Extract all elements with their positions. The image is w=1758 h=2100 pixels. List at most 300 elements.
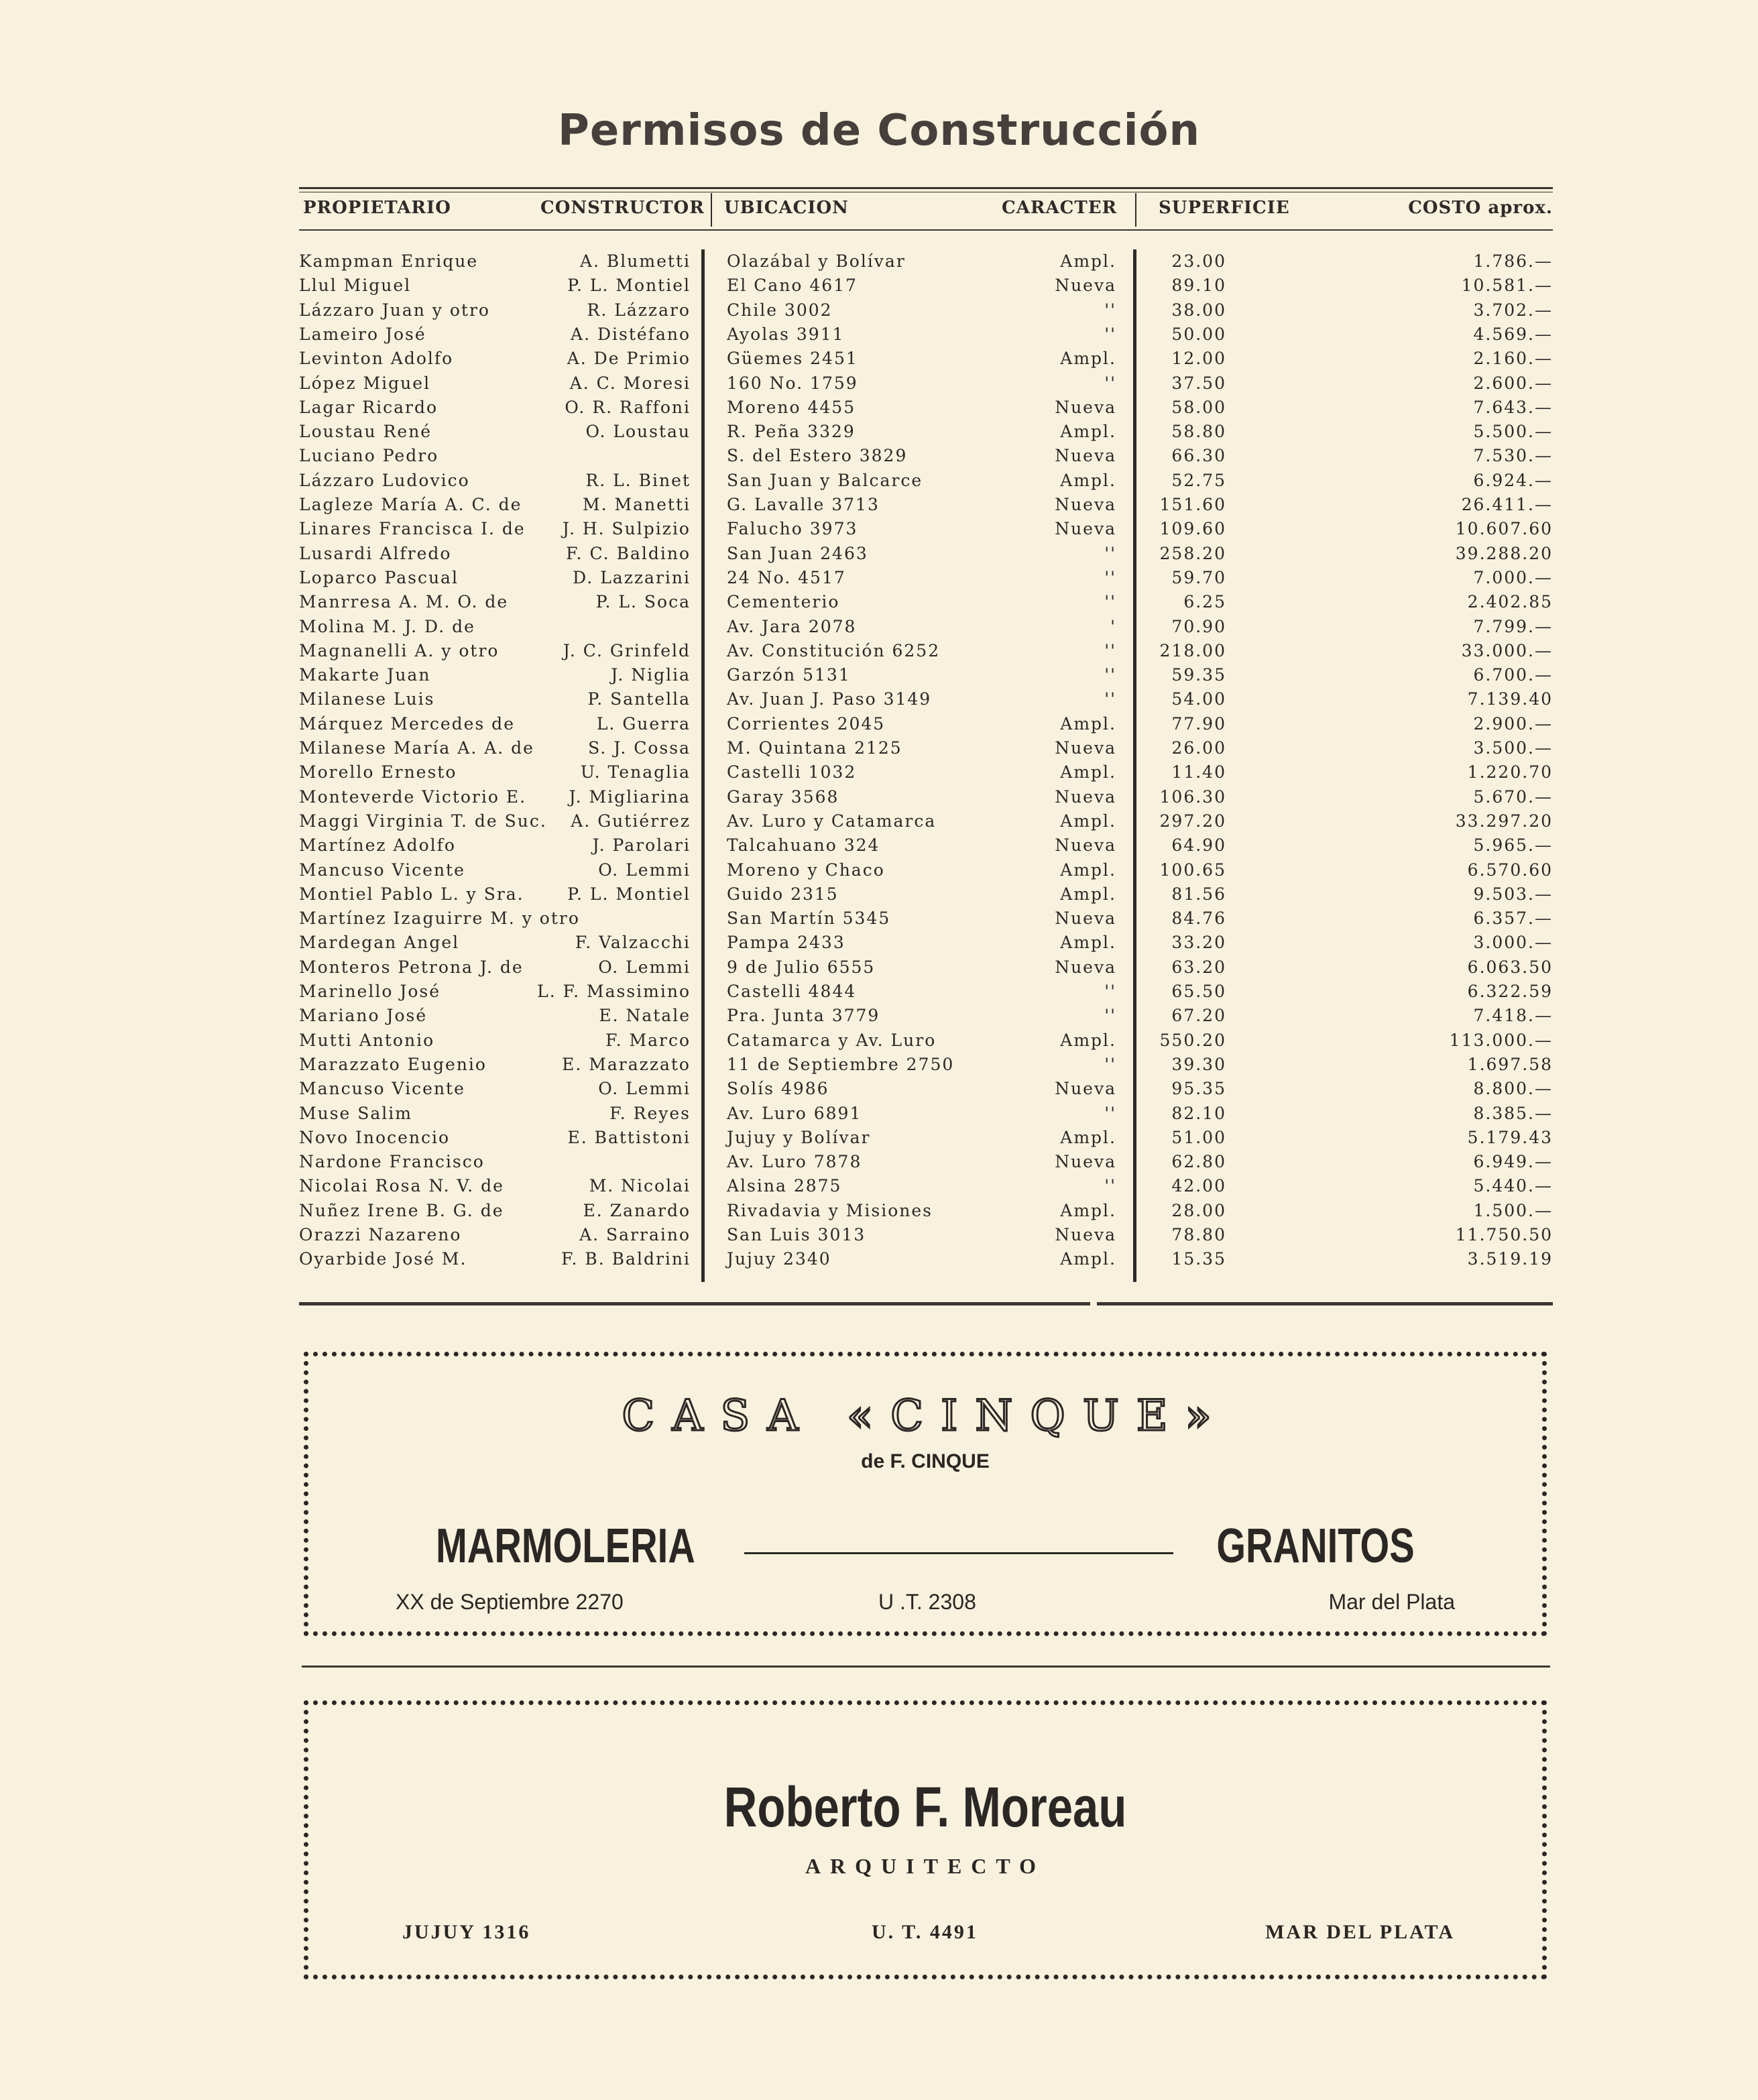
location: Castelli 4844 — [727, 982, 857, 1001]
ad-casa-cinque — [304, 1352, 1547, 1636]
location: Chile 3002 — [727, 300, 833, 320]
builder-name: F. Marco — [605, 1030, 691, 1050]
builder-name: E. Natale — [599, 1006, 691, 1026]
location: Ayolas 3911 — [727, 324, 845, 344]
location: Av. Luro 6891 — [727, 1103, 862, 1123]
surface: 106.30 — [1159, 786, 1226, 807]
builder-name: M. Manetti — [583, 495, 691, 514]
owner-name: Martínez Izaguirre M. y otro — [299, 909, 580, 929]
work-type: Ampl. — [1060, 884, 1116, 904]
builder-name: J. Migliarina — [569, 786, 691, 807]
surface: 77.90 — [1171, 713, 1226, 734]
cost: 1.786.— — [1473, 251, 1553, 271]
cost: 5.670.— — [1473, 786, 1553, 807]
surface: 89.10 — [1171, 276, 1226, 296]
work-type: '' — [1104, 689, 1116, 709]
location: Av. Luro y Catamarca — [727, 811, 937, 831]
cost: 6.357.— — [1473, 909, 1553, 929]
surface: 12.00 — [1171, 349, 1226, 369]
work-type: Nueva — [1055, 909, 1116, 929]
builder-name: O. Lemmi — [598, 1079, 691, 1099]
work-type: Ampl. — [1060, 251, 1116, 271]
builder-name: P. Santella — [587, 689, 691, 709]
surface: 109.60 — [1159, 519, 1226, 539]
table-row — [0, 736, 1758, 760]
cost: 10.581.— — [1461, 276, 1553, 296]
cost: 6.063.50 — [1467, 957, 1553, 977]
builder-name: F. B. Baldrini — [561, 1249, 691, 1269]
table-row — [0, 1053, 1758, 1077]
owner-name: Milanese María A. A. de — [299, 738, 534, 758]
surface: 84.76 — [1171, 909, 1226, 929]
location: Pra. Junta 3779 — [727, 1006, 880, 1026]
owner-name: Levinton Adolfo — [299, 349, 454, 369]
cost: 3.500.— — [1473, 738, 1553, 758]
builder-name: A. De Primio — [567, 349, 691, 369]
surface: 297.20 — [1159, 811, 1226, 831]
location: Av. Juan J. Paso 3149 — [727, 689, 932, 709]
surface: 11.40 — [1171, 762, 1226, 782]
owner-name: Lusardi Alfredo — [299, 543, 452, 563]
builder-name: R. Lázzaro — [587, 300, 691, 320]
builder-name: E. Marazzato — [562, 1054, 691, 1074]
surface: 6.25 — [1183, 592, 1226, 612]
owner-name: Marinello José — [299, 982, 441, 1001]
work-type: ' — [1110, 616, 1116, 636]
work-type: Nueva — [1055, 276, 1116, 296]
surface: 58.00 — [1171, 397, 1226, 417]
location: Av. Constitución 6252 — [727, 640, 941, 660]
table-row — [0, 1150, 1758, 1174]
ad-moreau-address: JUJUY 1316 — [402, 1921, 531, 1943]
ad-cinque-granitos: GRANITOS — [1216, 1519, 1415, 1573]
cost: 33.000.— — [1461, 640, 1553, 660]
cost: 113.000.— — [1449, 1030, 1553, 1050]
table-rule-bottom — [299, 1302, 1090, 1305]
builder-name: R. L. Binet — [585, 470, 691, 490]
location: M. Quintana 2125 — [727, 738, 902, 758]
surface: 54.00 — [1171, 689, 1226, 709]
location: Moreno 4455 — [727, 397, 856, 417]
page-title: Permisos de Construcción — [557, 106, 1201, 156]
ad-cinque-marmoleria: MARMOLERIA — [436, 1519, 695, 1573]
owner-name: Maggi Virginia T. de Suc. — [299, 811, 547, 831]
table-row — [0, 323, 1758, 347]
work-type: Ampl. — [1060, 1127, 1116, 1147]
builder-name: A. C. Moresi — [569, 373, 691, 393]
owner-name: Luciano Pedro — [299, 446, 439, 466]
owner-name: Muse Salim — [299, 1103, 412, 1123]
table-row — [0, 639, 1758, 663]
ad-cinque-owner: de F. CINQUE — [861, 1450, 990, 1472]
cost: 1.500.— — [1473, 1200, 1553, 1220]
table-row — [0, 931, 1758, 955]
work-type: Ampl. — [1060, 1200, 1116, 1220]
builder-name: O. Loustau — [585, 422, 691, 442]
cost: 5.440.— — [1473, 1176, 1553, 1196]
table-row — [0, 542, 1758, 566]
owner-name: Magnanelli A. y otro — [299, 640, 500, 660]
ad-cinque-name: CASA «CINQUE» — [622, 1391, 1229, 1441]
owner-name: Llul Miguel — [299, 276, 412, 296]
table-rule-bottom — [1097, 1302, 1553, 1305]
location: 160 No. 1759 — [727, 373, 858, 393]
owner-name: Montiel Pablo L. y Sra. — [299, 884, 524, 904]
work-type: '' — [1104, 1103, 1116, 1123]
owner-name: Marazzato Eugenio — [299, 1054, 487, 1074]
table-row — [0, 712, 1758, 736]
cost: 6.570.60 — [1467, 860, 1553, 880]
table-row — [0, 615, 1758, 639]
location: Solís 4986 — [727, 1079, 829, 1099]
owner-name: Nicolai Rosa N. V. de — [299, 1176, 504, 1196]
work-type: Nueva — [1055, 1079, 1116, 1099]
surface: 66.30 — [1171, 446, 1226, 466]
location: R. Peña 3329 — [727, 422, 856, 442]
table-row — [0, 833, 1758, 858]
owner-name: Monteverde Victorio E. — [299, 786, 527, 807]
builder-name: A. Sarraino — [579, 1225, 691, 1244]
surface: 62.80 — [1171, 1152, 1226, 1172]
header-rule-top — [299, 187, 1553, 189]
location: Jujuy y Bolívar — [727, 1127, 871, 1147]
work-type: Nueva — [1055, 1152, 1116, 1172]
owner-name: Manrresa A. M. O. de — [299, 592, 509, 612]
ad-moreau-city: MAR DEL PLATA — [1265, 1921, 1455, 1943]
table-row — [0, 420, 1758, 444]
cost: 39.288.20 — [1455, 543, 1553, 563]
owner-name: Mancuso Vicente — [299, 1079, 465, 1099]
table-row — [0, 907, 1758, 931]
table-row — [0, 396, 1758, 420]
cost: 6.949.— — [1473, 1152, 1553, 1172]
location: Av. Jara 2078 — [727, 616, 857, 636]
table-row — [0, 1247, 1758, 1271]
surface: 95.35 — [1171, 1079, 1226, 1099]
table-row — [0, 1029, 1758, 1053]
work-type: Ampl. — [1060, 1030, 1116, 1050]
cost: 7.418.— — [1473, 1006, 1553, 1026]
surface: 37.50 — [1171, 373, 1226, 393]
work-type: '' — [1104, 543, 1116, 563]
surface: 78.80 — [1171, 1225, 1226, 1244]
owner-name: Lázzaro Ludovico — [299, 470, 470, 490]
builder-name: E. Zanardo — [583, 1200, 691, 1220]
cost: 7.530.— — [1473, 446, 1553, 466]
surface: 70.90 — [1171, 616, 1226, 636]
owner-name: Loustau René — [299, 422, 432, 442]
owner-name: Milanese Luis — [299, 689, 435, 709]
builder-name: A. Blumetti — [579, 251, 691, 271]
work-type: '' — [1104, 300, 1116, 320]
work-type: Nueva — [1055, 397, 1116, 417]
surface: 65.50 — [1171, 982, 1226, 1001]
builder-name: F. C. Baldino — [566, 543, 691, 563]
cost: 33.297.20 — [1455, 811, 1553, 831]
builder-name: M. Nicolai — [589, 1176, 691, 1196]
cost: 11.750.50 — [1455, 1225, 1553, 1244]
cost: 3.702.— — [1473, 300, 1553, 320]
surface: 63.20 — [1171, 957, 1226, 977]
surface: 81.56 — [1171, 884, 1226, 904]
owner-name: Monteros Petrona J. de — [299, 957, 524, 977]
surface: 52.75 — [1171, 470, 1226, 490]
location: 24 No. 4517 — [727, 567, 846, 587]
builder-name: F. Reyes — [609, 1103, 691, 1123]
col-ubicacion: UBICACION — [724, 198, 849, 218]
surface: 82.10 — [1171, 1103, 1226, 1123]
col-costo: COSTO aprox. — [1408, 198, 1553, 218]
table-row — [0, 590, 1758, 614]
work-type: '' — [1104, 1176, 1116, 1196]
builder-name: J. Niglia — [611, 665, 691, 685]
owner-name: Oyarbide José M. — [299, 1249, 467, 1269]
location: Güemes 2451 — [727, 349, 858, 369]
location: Olazábal y Bolívar — [727, 251, 906, 271]
work-type: Ampl. — [1060, 860, 1116, 880]
table-row — [0, 517, 1758, 541]
table-row — [0, 274, 1758, 298]
table-row — [0, 347, 1758, 371]
surface: 58.80 — [1171, 422, 1226, 442]
ad-moreau-name: Roberto F. Moreau — [723, 1775, 1127, 1839]
builder-name: P. L. Montiel — [567, 884, 691, 904]
surface: 38.00 — [1171, 300, 1226, 320]
work-type: Nueva — [1055, 835, 1116, 856]
location: S. del Estero 3829 — [727, 446, 908, 466]
owner-name: Morello Ernesto — [299, 762, 457, 782]
surface: 42.00 — [1171, 1176, 1226, 1196]
header-rule-bottom — [299, 229, 1553, 231]
owner-name: Lázzaro Juan y otro — [299, 300, 490, 320]
location: San Juan y Balcarce — [727, 470, 923, 490]
builder-name: J. C. Grinfeld — [563, 640, 691, 660]
surface: 218.00 — [1159, 640, 1226, 660]
table-row — [0, 444, 1758, 468]
owner-name: Loparco Pascual — [299, 567, 459, 587]
table-row — [0, 809, 1758, 833]
cost: 5.179.43 — [1467, 1127, 1553, 1147]
location: Garzón 5131 — [727, 665, 851, 685]
work-type: '' — [1104, 324, 1116, 344]
owner-name: Nardone Francisco — [299, 1152, 485, 1172]
table-row — [0, 785, 1758, 809]
surface: 64.90 — [1171, 835, 1226, 856]
cost: 10.607.60 — [1455, 519, 1553, 539]
surface: 67.20 — [1171, 1006, 1226, 1026]
table-row — [0, 371, 1758, 396]
work-type: Nueva — [1055, 495, 1116, 514]
work-type: '' — [1104, 665, 1116, 685]
owner-name: Mariano José — [299, 1006, 428, 1026]
table-row — [0, 249, 1758, 274]
owner-name: Nuñez Irene B. G. de — [299, 1200, 504, 1220]
table-row — [0, 1004, 1758, 1028]
table-row — [0, 858, 1758, 882]
surface: 51.00 — [1171, 1127, 1226, 1147]
table-row — [0, 760, 1758, 784]
table-row — [0, 1223, 1758, 1247]
cost: 7.139.40 — [1467, 689, 1553, 709]
surface: 39.30 — [1171, 1054, 1226, 1074]
surface: 50.00 — [1171, 324, 1226, 344]
work-type: '' — [1104, 373, 1116, 393]
builder-name: E. Battistoni — [567, 1127, 691, 1147]
owner-name: Molina M. J. D. de — [299, 616, 475, 636]
builder-name: F. Valzacchi — [575, 933, 691, 953]
cost: 3.519.19 — [1467, 1249, 1553, 1269]
surface: 28.00 — [1171, 1200, 1226, 1220]
work-type: Nueva — [1055, 446, 1116, 466]
cost: 2.160.— — [1473, 349, 1553, 369]
work-type: Ampl. — [1060, 713, 1116, 734]
work-type: '' — [1104, 1054, 1116, 1074]
work-type: '' — [1104, 567, 1116, 587]
builder-name: P. L. Montiel — [567, 276, 691, 296]
ad-cinque-divider — [744, 1552, 1173, 1554]
work-type: Ampl. — [1060, 349, 1116, 369]
work-type: '' — [1104, 640, 1116, 660]
table-row — [0, 980, 1758, 1004]
owner-name: Mancuso Vicente — [299, 860, 465, 880]
location: G. Lavalle 3713 — [727, 495, 880, 514]
work-type: '' — [1104, 592, 1116, 612]
work-type: Nueva — [1055, 738, 1116, 758]
surface: 100.65 — [1159, 860, 1226, 880]
work-type: Nueva — [1055, 957, 1116, 977]
cost: 8.800.— — [1473, 1079, 1553, 1099]
cost: 7.000.— — [1473, 567, 1553, 587]
builder-name: D. Lazzarini — [573, 567, 691, 587]
location: San Juan 2463 — [727, 543, 868, 563]
builder-name: S. J. Cossa — [588, 738, 691, 758]
table-row — [0, 882, 1758, 907]
cost: 7.799.— — [1473, 616, 1553, 636]
owner-name: Linares Francisca I. de — [299, 519, 526, 539]
table-row — [0, 1174, 1758, 1198]
work-type: '' — [1104, 982, 1116, 1001]
table-row — [0, 1199, 1758, 1223]
location: Rivadavia y Misiones — [727, 1200, 933, 1220]
work-type: Nueva — [1055, 519, 1116, 539]
table-row — [0, 469, 1758, 493]
cost: 7.643.— — [1473, 397, 1553, 417]
location: Jujuy 2340 — [727, 1249, 831, 1269]
location: Corrientes 2045 — [727, 713, 886, 734]
cost: 2.600.— — [1473, 373, 1553, 393]
location: Pampa 2433 — [727, 933, 845, 953]
location: Catamarca y Av. Luro — [727, 1030, 937, 1050]
builder-name: J. Parolari — [592, 835, 691, 856]
builder-name: O. Lemmi — [598, 957, 691, 977]
cost: 6.924.— — [1473, 470, 1553, 490]
table-row — [0, 298, 1758, 323]
owner-name: López Miguel — [299, 373, 431, 393]
owner-name: Martínez Adolfo — [299, 835, 456, 856]
ad-cinque-address: XX de Septiembre 2270 — [396, 1590, 624, 1614]
builder-name: J. H. Sulpizio — [562, 519, 691, 539]
col-superficie: SUPERFICIE — [1159, 198, 1290, 218]
work-type: Ampl. — [1060, 470, 1116, 490]
cost: 6.322.59 — [1467, 982, 1553, 1001]
work-type: Ampl. — [1060, 1249, 1116, 1269]
table-row — [0, 1102, 1758, 1126]
cost: 1.220.70 — [1467, 762, 1553, 782]
location: San Martín 5345 — [727, 909, 891, 929]
col-caracter: CARACTER — [1002, 198, 1118, 218]
builder-name: O. R. Raffoni — [565, 397, 691, 417]
surface: 33.20 — [1171, 933, 1226, 953]
owner-name: Makarte Juan — [299, 665, 431, 685]
builder-name: L. Guerra — [596, 713, 691, 734]
builder-name: L. F. Massimino — [537, 982, 691, 1001]
table-row — [0, 566, 1758, 590]
cost: 2.900.— — [1473, 713, 1553, 734]
surface: 151.60 — [1159, 495, 1226, 514]
surface: 23.00 — [1171, 251, 1226, 271]
table-row — [0, 663, 1758, 687]
cost: 6.700.— — [1473, 665, 1553, 685]
ad-moreau-phone: U. T. 4491 — [872, 1921, 978, 1943]
ad-moreau-profession: ARQUITECTO — [805, 1854, 1046, 1878]
cost: 5.500.— — [1473, 422, 1553, 442]
ad-cinque-city: Mar del Plata — [1328, 1590, 1455, 1614]
table-row — [0, 493, 1758, 517]
builder-name: A. Gutiérrez — [571, 811, 691, 831]
surface: 550.20 — [1159, 1030, 1226, 1050]
table-row — [0, 687, 1758, 711]
owner-name: Orazzi Nazareno — [299, 1225, 462, 1244]
cost: 3.000.— — [1473, 933, 1553, 953]
cost: 5.965.— — [1473, 835, 1553, 856]
location: Guido 2315 — [727, 884, 839, 904]
cost: 9.503.— — [1473, 884, 1553, 904]
location: Cementerio — [727, 592, 840, 612]
surface: 59.35 — [1171, 665, 1226, 685]
builder-name: U. Tenaglia — [580, 762, 691, 782]
work-type: Ampl. — [1060, 933, 1116, 953]
work-type: Nueva — [1055, 1225, 1116, 1244]
surface: 59.70 — [1171, 567, 1226, 587]
owner-name: Márquez Mercedes de — [299, 713, 515, 734]
table-row — [0, 1077, 1758, 1101]
builder-name: P. L. Soca — [595, 592, 691, 612]
location: Garay 3568 — [727, 786, 839, 807]
location: San Luis 3013 — [727, 1225, 866, 1244]
col-propietario: PROPIETARIO — [303, 198, 451, 218]
owner-name: Kampman Enrique — [299, 251, 479, 271]
owner-name: Lameiro José — [299, 324, 426, 344]
table-row — [0, 955, 1758, 980]
location: El Cano 4617 — [727, 276, 858, 296]
owner-name: Novo Inocencio — [299, 1127, 451, 1147]
header-separator — [711, 193, 712, 227]
surface: 26.00 — [1171, 738, 1226, 758]
cost: 26.411.— — [1461, 495, 1553, 514]
builder-name: A. Distéfano — [571, 324, 691, 344]
location: Av. Luro 7878 — [727, 1152, 862, 1172]
owner-name: Mardegan Angel — [299, 933, 460, 953]
surface: 15.35 — [1171, 1249, 1226, 1269]
work-type: Ampl. — [1060, 762, 1116, 782]
cost: 8.385.— — [1473, 1103, 1553, 1123]
location: 11 de Septiembre 2750 — [727, 1054, 955, 1074]
ad-moreau — [304, 1700, 1547, 1979]
owner-name: Mutti Antonio — [299, 1030, 435, 1050]
location: Alsina 2875 — [727, 1176, 842, 1196]
cost: 2.402.85 — [1467, 592, 1553, 612]
location: Castelli 1032 — [727, 762, 857, 782]
